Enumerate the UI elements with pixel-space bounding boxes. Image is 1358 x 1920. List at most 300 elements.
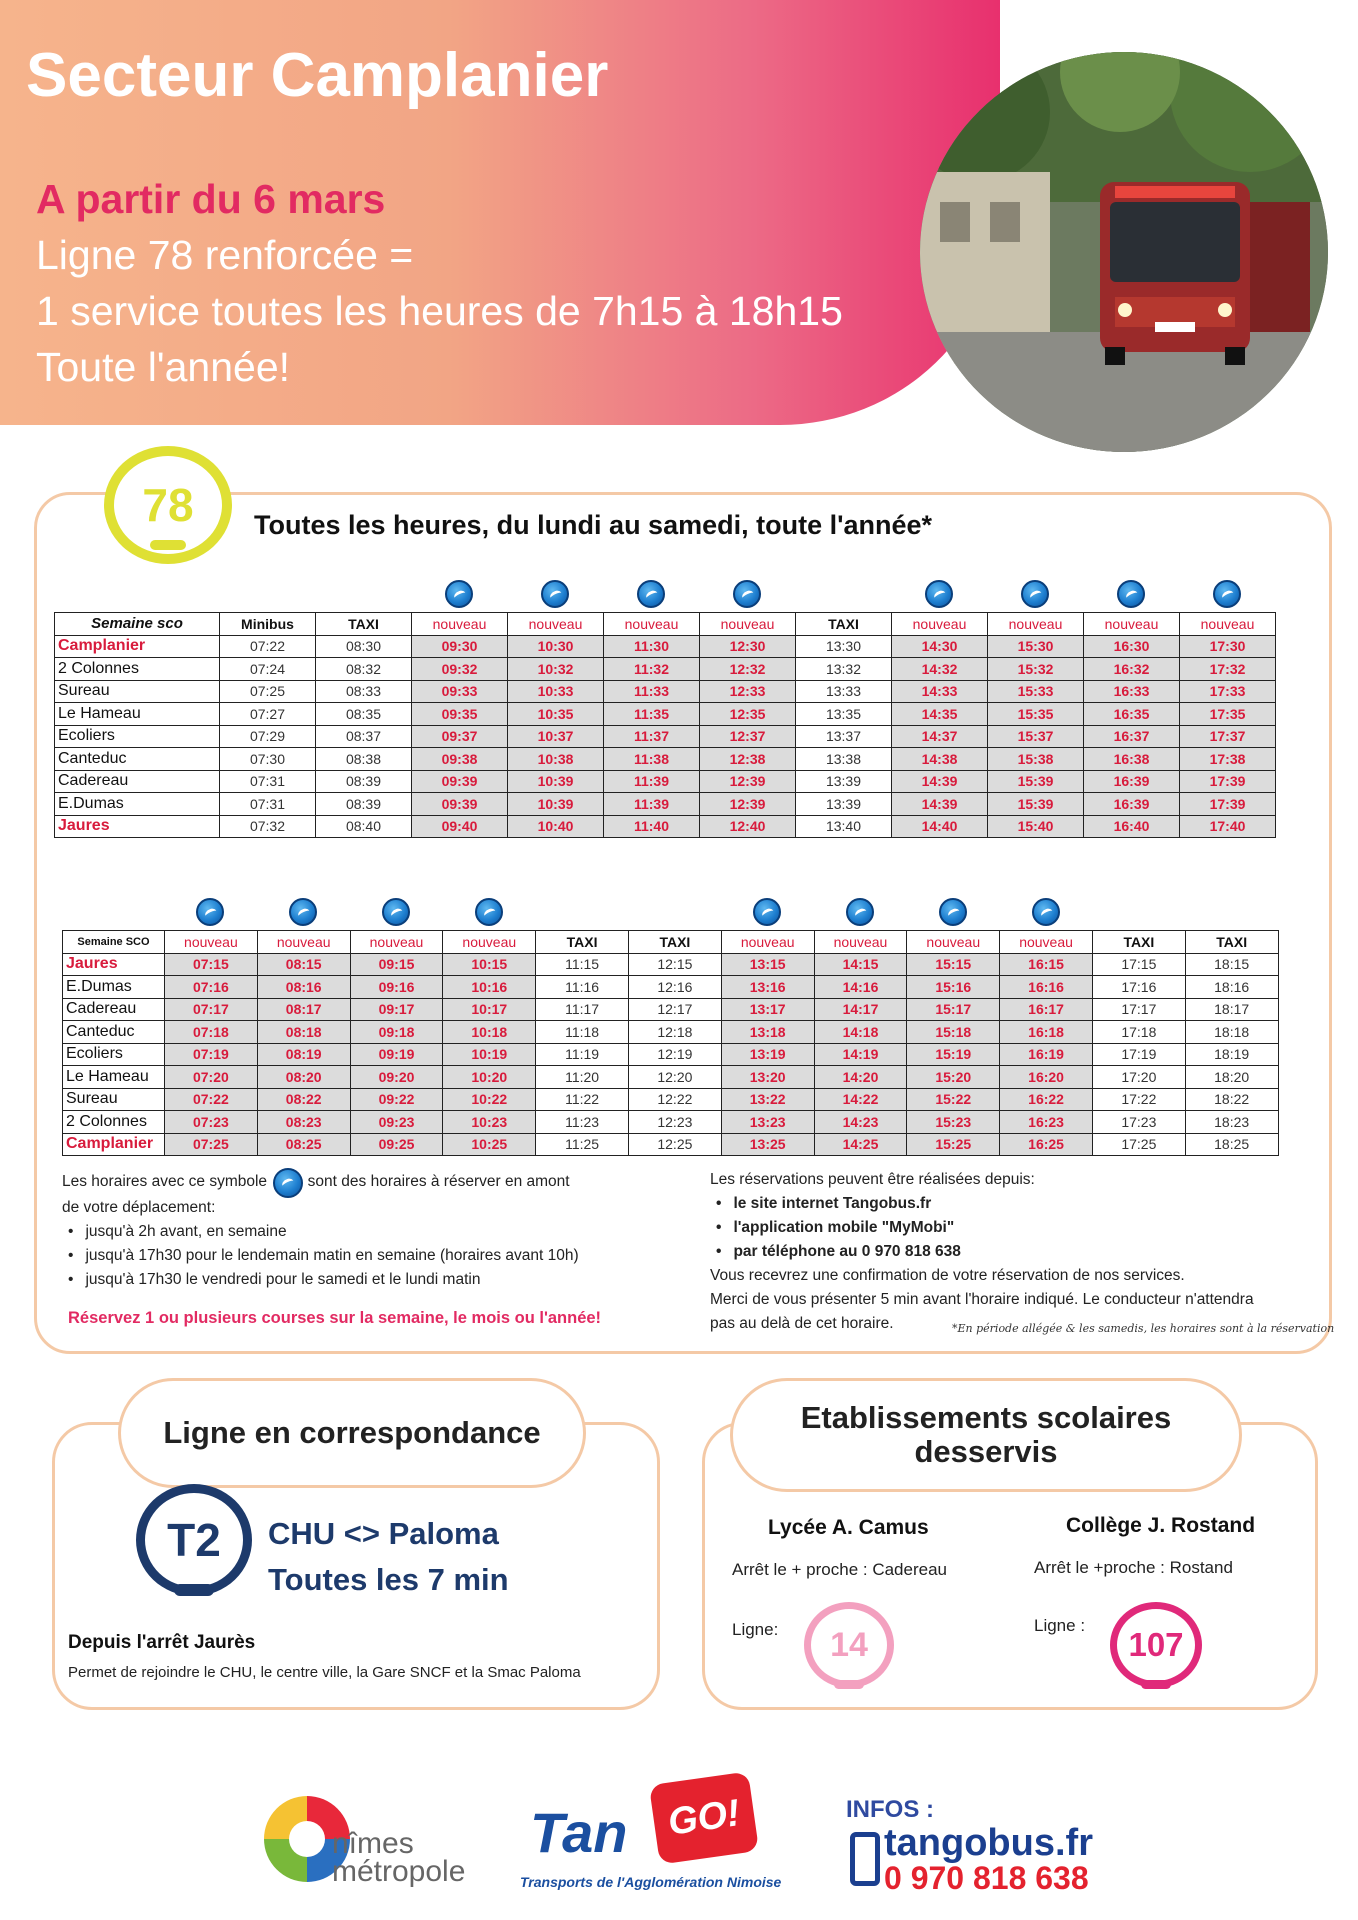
time-cell: 07:31: [220, 793, 316, 816]
reservation-icon: [271, 1168, 303, 1196]
time-cell: 07:25: [220, 680, 316, 703]
stop-name: 2 Colonnes: [63, 1111, 165, 1134]
time-cell: 09:39: [412, 793, 508, 816]
notes-intro-b: sont des horaires à réserver en amont: [307, 1173, 570, 1191]
column-header: nouveau: [165, 931, 258, 954]
reservation-icon: [1032, 898, 1060, 926]
time-cell: 15:39: [988, 770, 1084, 793]
stop-name: Le Hameau: [55, 703, 220, 726]
time-cell: 17:16: [1092, 976, 1185, 999]
headline-1: Ligne 78 renforcée =: [36, 232, 414, 278]
bullet-item: [716, 1216, 1320, 1240]
column-header: Minibus: [220, 613, 316, 636]
time-cell: 07:30: [220, 748, 316, 771]
infos-website[interactable]: tangobus.fr: [884, 1822, 1093, 1864]
reservation-icon: [637, 580, 665, 608]
table-row: [55, 725, 1276, 748]
stop-name: E.Dumas: [63, 976, 165, 999]
time-cell: 18:20: [1185, 1066, 1278, 1089]
time-cell: 07:27: [220, 703, 316, 726]
time-cell: 13:20: [721, 1066, 814, 1089]
table-row: [55, 635, 1276, 658]
time-cell: 10:38: [508, 748, 604, 771]
table-row: [55, 748, 1276, 771]
time-cell: 16:16: [1000, 976, 1093, 999]
line-78-badge-bar: [150, 540, 186, 550]
time-cell: 12:39: [700, 770, 796, 793]
time-cell: 09:37: [412, 725, 508, 748]
time-cell: 11:32: [604, 658, 700, 681]
time-cell: 11:39: [604, 770, 700, 793]
stop-name: Jaures: [63, 953, 165, 976]
time-cell: 11:23: [536, 1111, 629, 1134]
bullet-item: [68, 1244, 702, 1268]
time-cell: 12:30: [700, 635, 796, 658]
time-cell: 13:39: [796, 793, 892, 816]
time-cell: 07:24: [220, 658, 316, 681]
notes-left-bullets: [62, 1220, 702, 1292]
time-cell: 13:40: [796, 815, 892, 838]
time-cell: 11:15: [536, 953, 629, 976]
school-2-name: Collège J. Rostand: [1066, 1514, 1256, 1537]
notes-right-bullets: [710, 1192, 1320, 1264]
time-cell: 07:18: [165, 1021, 258, 1044]
table-row: [63, 976, 1279, 999]
stop-name: Le Hameau: [63, 1066, 165, 1089]
t2-badge-label: T2: [167, 1514, 221, 1566]
time-cell: 07:20: [165, 1066, 258, 1089]
time-cell: 14:39: [892, 770, 988, 793]
time-cell: 08:18: [257, 1021, 350, 1044]
time-cell: 08:17: [257, 998, 350, 1021]
time-cell: 16:20: [1000, 1066, 1093, 1089]
reservation-icon: [733, 580, 761, 608]
time-cell: 15:38: [988, 748, 1084, 771]
time-cell: 07:25: [165, 1133, 258, 1156]
bullet-dot: •: [68, 1223, 74, 1240]
time-cell: 14:32: [892, 658, 988, 681]
time-cell: 10:23: [443, 1111, 536, 1134]
table-return: [62, 930, 1279, 1156]
time-cell: 12:40: [700, 815, 796, 838]
time-cell: 14:39: [892, 793, 988, 816]
reservation-icon: [1213, 580, 1241, 608]
notes-right-line3: pas au delà de cet horaire.: [710, 1315, 894, 1332]
time-cell: 09:20: [350, 1066, 443, 1089]
time-cell: 12:35: [700, 703, 796, 726]
time-cell: 08:39: [316, 793, 412, 816]
time-cell: 18:15: [1185, 953, 1278, 976]
tango-logo-bubble: [649, 1771, 759, 1864]
time-cell: 17:20: [1092, 1066, 1185, 1089]
time-cell: 13:15: [721, 953, 814, 976]
infos-label: INFOS :: [846, 1796, 934, 1823]
table-row: [55, 770, 1276, 793]
time-cell: 12:33: [700, 680, 796, 703]
time-cell: 11:37: [604, 725, 700, 748]
time-cell: 10:33: [508, 680, 604, 703]
bullet-text: l'application mobile "MyMobi": [733, 1219, 955, 1236]
time-cell: 17:30: [1180, 635, 1276, 658]
time-cell: 10:20: [443, 1066, 536, 1089]
time-cell: 07:29: [220, 725, 316, 748]
time-cell: 15:33: [988, 680, 1084, 703]
notes-intro-a: Les horaires avec ce symbole: [62, 1173, 268, 1191]
reservation-icon: [382, 898, 410, 926]
time-cell: 14:33: [892, 680, 988, 703]
t2-route: CHU <> Paloma: [268, 1516, 499, 1551]
table-row: [55, 703, 1276, 726]
table-row: [55, 793, 1276, 816]
notes-right-line1: Vous recevrez une confirmation de votre réservation de nos services.: [710, 1267, 1185, 1284]
time-cell: 11:22: [536, 1088, 629, 1111]
time-cell: 14:35: [892, 703, 988, 726]
time-cell: 16:15: [1000, 953, 1093, 976]
time-cell: 09:40: [412, 815, 508, 838]
reservation-icon: [541, 580, 569, 608]
line-107-number: 107: [1128, 1626, 1184, 1663]
bus-photo: [920, 52, 1328, 452]
reservation-icon: [1021, 580, 1049, 608]
time-cell: 11:38: [604, 748, 700, 771]
stop-name: Sureau: [63, 1088, 165, 1111]
table-row: [63, 1066, 1279, 1089]
stop-name: Canteduc: [55, 748, 220, 771]
time-cell: 16:32: [1084, 658, 1180, 681]
time-cell: 14:15: [814, 953, 907, 976]
time-cell: 11:40: [604, 815, 700, 838]
time-cell: 12:38: [700, 748, 796, 771]
table-row: [63, 998, 1279, 1021]
table-row: [63, 1111, 1279, 1134]
time-cell: 16:40: [1084, 815, 1180, 838]
time-cell: 13:18: [721, 1021, 814, 1044]
school-1-stop: Arrêt le + proche : Cadereau: [732, 1560, 947, 1579]
tango-logo-go: GO!: [665, 1791, 743, 1844]
time-cell: 10:39: [508, 770, 604, 793]
notes-right-intro: Les réservations peuvent être réalisées depuis:: [710, 1171, 1035, 1188]
stop-name: Cadereau: [63, 998, 165, 1021]
time-cell: 14:18: [814, 1021, 907, 1044]
time-cell: 09:17: [350, 998, 443, 1021]
bullet-dot: •: [716, 1195, 722, 1212]
line-107-badge: [1110, 1602, 1202, 1688]
table-row: [55, 815, 1276, 838]
time-cell: 14:22: [814, 1088, 907, 1111]
bullet-text: jusqu'à 2h avant, en semaine: [85, 1223, 287, 1240]
time-cell: 17:40: [1180, 815, 1276, 838]
headline-2: 1 service toutes les heures de 7h15 à 18h15: [36, 288, 843, 334]
time-cell: 17:25: [1092, 1133, 1185, 1156]
time-cell: 08:38: [316, 748, 412, 771]
stop-name: Sureau: [55, 680, 220, 703]
t2-description: Permet de rejoindre le CHU, le centre ville, la Gare SNCF et la Smac Paloma: [68, 1664, 581, 1681]
reservation-icon: [445, 580, 473, 608]
time-cell: 13:25: [721, 1133, 814, 1156]
time-cell: 08:19: [257, 1043, 350, 1066]
reservation-icon: [475, 898, 503, 926]
time-cell: 08:23: [257, 1111, 350, 1134]
time-cell: 16:38: [1084, 748, 1180, 771]
time-cell: 16:33: [1084, 680, 1180, 703]
t2-from-stop: Depuis l'arrêt Jaurès: [68, 1632, 256, 1653]
time-cell: 15:23: [907, 1111, 1000, 1134]
time-cell: 13:37: [796, 725, 892, 748]
time-cell: 09:30: [412, 635, 508, 658]
time-cell: 17:18: [1092, 1021, 1185, 1044]
column-header: TAXI: [628, 931, 721, 954]
time-cell: 08:32: [316, 658, 412, 681]
time-cell: 07:22: [220, 635, 316, 658]
time-cell: 16:18: [1000, 1021, 1093, 1044]
time-cell: 07:32: [220, 815, 316, 838]
time-cell: 12:32: [700, 658, 796, 681]
time-cell: 10:40: [508, 815, 604, 838]
column-header: nouveau: [350, 931, 443, 954]
table-row: [63, 1088, 1279, 1111]
time-cell: 14:19: [814, 1043, 907, 1066]
time-cell: 11:16: [536, 976, 629, 999]
time-cell: 12:16: [628, 976, 721, 999]
time-cell: 15:22: [907, 1088, 1000, 1111]
notes-right-line2: Merci de vous présenter 5 min avant l'horaire indiqué. Le conducteur n'attendra: [710, 1291, 1254, 1308]
stop-name: Camplanier: [63, 1133, 165, 1156]
time-cell: 14:30: [892, 635, 988, 658]
time-cell: 10:37: [508, 725, 604, 748]
time-cell: 11:19: [536, 1043, 629, 1066]
infos-phone[interactable]: 0 970 818 638: [884, 1860, 1089, 1896]
schools-title-pill: [730, 1378, 1242, 1492]
time-cell: 11:39: [604, 793, 700, 816]
line-14-number: 14: [830, 1625, 868, 1664]
column-header: nouveau: [814, 931, 907, 954]
table-row: [63, 1043, 1279, 1066]
bullet-dot: •: [68, 1247, 74, 1264]
table-corner: Semaine sco: [55, 613, 220, 636]
bullet-text: jusqu'à 17h30 pour le lendemain matin en semaine (horaires avant 10h): [85, 1247, 579, 1264]
time-cell: 09:23: [350, 1111, 443, 1134]
column-header: nouveau: [604, 613, 700, 636]
time-cell: 17:38: [1180, 748, 1276, 771]
time-cell: 13:35: [796, 703, 892, 726]
time-cell: 08:30: [316, 635, 412, 658]
time-cell: 15:37: [988, 725, 1084, 748]
time-cell: 08:40: [316, 815, 412, 838]
column-header: nouveau: [721, 931, 814, 954]
bullet-text: jusqu'à 17h30 le vendredi pour le samedi et le lundi matin: [85, 1271, 481, 1288]
time-cell: 15:19: [907, 1043, 1000, 1066]
time-cell: 16:17: [1000, 998, 1093, 1021]
reservation-icon: [846, 898, 874, 926]
time-cell: 08:20: [257, 1066, 350, 1089]
time-cell: 14:20: [814, 1066, 907, 1089]
time-cell: 09:33: [412, 680, 508, 703]
time-cell: 18:25: [1185, 1133, 1278, 1156]
time-cell: 10:30: [508, 635, 604, 658]
time-cell: 13:22: [721, 1088, 814, 1111]
time-cell: 09:18: [350, 1021, 443, 1044]
time-cell: 18:22: [1185, 1088, 1278, 1111]
table-row: [55, 658, 1276, 681]
time-cell: 14:38: [892, 748, 988, 771]
schedule-heading: Toutes les heures, du lundi au samedi, toute l'année*: [254, 510, 933, 540]
schools-title-2: desservis: [914, 1434, 1058, 1469]
time-cell: 13:32: [796, 658, 892, 681]
time-cell: 10:17: [443, 998, 536, 1021]
time-cell: 17:22: [1092, 1088, 1185, 1111]
time-cell: 15:25: [907, 1133, 1000, 1156]
time-cell: 09:35: [412, 703, 508, 726]
time-cell: 09:38: [412, 748, 508, 771]
bullet-item: [68, 1220, 702, 1244]
nimes-text-2: métropole: [332, 1855, 466, 1888]
stop-name: Canteduc: [63, 1021, 165, 1044]
time-cell: 16:22: [1000, 1088, 1093, 1111]
t2-frequency: Toutes les 7 min: [268, 1562, 509, 1597]
notes-intro-c: de votre déplacement:: [62, 1199, 216, 1216]
reservation-icon: [289, 898, 317, 926]
column-header: TAXI: [796, 613, 892, 636]
notes-left: [62, 1168, 702, 1330]
notes-right: [710, 1168, 1320, 1336]
time-cell: 14:40: [892, 815, 988, 838]
time-cell: 17:37: [1180, 725, 1276, 748]
time-cell: 09:32: [412, 658, 508, 681]
time-cell: 18:17: [1185, 998, 1278, 1021]
time-cell: 10:18: [443, 1021, 536, 1044]
bullet-dot: •: [716, 1243, 722, 1260]
time-cell: 11:20: [536, 1066, 629, 1089]
time-cell: 08:35: [316, 703, 412, 726]
column-header: TAXI: [316, 613, 412, 636]
bullet-dot: •: [716, 1219, 722, 1236]
bullet-text: le site internet Tangobus.fr: [733, 1195, 932, 1212]
time-cell: 11:30: [604, 635, 700, 658]
column-header: nouveau: [907, 931, 1000, 954]
table-corner: Semaine SCO: [63, 931, 165, 954]
schools-title-1: Etablissements scolaires: [800, 1400, 1172, 1435]
reservation-icon: [1117, 580, 1145, 608]
time-cell: 10:35: [508, 703, 604, 726]
time-cell: 16:23: [1000, 1111, 1093, 1134]
column-header: TAXI: [1092, 931, 1185, 954]
time-cell: 15:35: [988, 703, 1084, 726]
stop-name: Cadereau: [55, 770, 220, 793]
stop-name: Camplanier: [55, 635, 220, 658]
bullet-item: [716, 1240, 1320, 1264]
column-header: nouveau: [892, 613, 988, 636]
time-cell: 16:30: [1084, 635, 1180, 658]
bullet-item: [716, 1192, 1320, 1216]
page-title: Secteur Camplanier: [26, 41, 609, 110]
correspondance-title: Ligne en correspondance: [163, 1415, 541, 1450]
bullet-item: [68, 1268, 702, 1292]
stop-name: 2 Colonnes: [55, 658, 220, 681]
school-2-line-label: Ligne :: [1034, 1616, 1086, 1635]
time-cell: 13:30: [796, 635, 892, 658]
time-cell: 07:31: [220, 770, 316, 793]
stop-name: Ecoliers: [63, 1043, 165, 1066]
time-cell: 11:17: [536, 998, 629, 1021]
time-cell: 14:16: [814, 976, 907, 999]
table-outbound: [54, 612, 1276, 838]
time-cell: 18:18: [1185, 1021, 1278, 1044]
column-header: nouveau: [988, 613, 1084, 636]
time-cell: 15:40: [988, 815, 1084, 838]
column-header: nouveau: [700, 613, 796, 636]
time-cell: 15:39: [988, 793, 1084, 816]
column-header: nouveau: [508, 613, 604, 636]
time-cell: 17:33: [1180, 680, 1276, 703]
stop-name: Ecoliers: [55, 725, 220, 748]
time-cell: 08:33: [316, 680, 412, 703]
time-cell: 14:23: [814, 1111, 907, 1134]
time-cell: 12:25: [628, 1133, 721, 1156]
time-cell: 10:19: [443, 1043, 536, 1066]
time-cell: 15:15: [907, 953, 1000, 976]
time-cell: 13:39: [796, 770, 892, 793]
time-cell: 07:15: [165, 953, 258, 976]
time-cell: 12:37: [700, 725, 796, 748]
tango-tagline: Transports de l'Agglomération Nimoise: [520, 1874, 782, 1890]
time-cell: 16:25: [1000, 1133, 1093, 1156]
column-header: TAXI: [1185, 931, 1278, 954]
time-cell: 10:15: [443, 953, 536, 976]
time-cell: 17:23: [1092, 1111, 1185, 1134]
time-cell: 12:22: [628, 1088, 721, 1111]
column-header: nouveau: [443, 931, 536, 954]
time-cell: 09:16: [350, 976, 443, 999]
column-header: nouveau: [1000, 931, 1093, 954]
line-14-bar: [834, 1680, 864, 1689]
bullet-text: par téléphone au 0 970 818 638: [733, 1243, 961, 1260]
time-cell: 12:15: [628, 953, 721, 976]
time-cell: 08:39: [316, 770, 412, 793]
line-78-number: 78: [142, 479, 194, 531]
reserve-cta: Réservez 1 ou plusieurs courses sur la semaine, le mois ou l'année!: [68, 1309, 602, 1327]
column-header: nouveau: [412, 613, 508, 636]
t2-badge-bar: [174, 1584, 214, 1596]
time-cell: 18:16: [1185, 976, 1278, 999]
time-cell: 08:16: [257, 976, 350, 999]
time-cell: 10:22: [443, 1088, 536, 1111]
time-cell: 18:23: [1185, 1111, 1278, 1134]
time-cell: 10:16: [443, 976, 536, 999]
time-cell: 15:17: [907, 998, 1000, 1021]
tango-logo-text: Tan: [530, 1801, 628, 1864]
time-cell: 07:16: [165, 976, 258, 999]
time-cell: 09:22: [350, 1088, 443, 1111]
time-cell: 09:19: [350, 1043, 443, 1066]
time-cell: 13:16: [721, 976, 814, 999]
time-cell: 15:30: [988, 635, 1084, 658]
time-cell: 08:37: [316, 725, 412, 748]
time-cell: 17:39: [1180, 770, 1276, 793]
time-cell: 10:39: [508, 793, 604, 816]
time-cell: 13:17: [721, 998, 814, 1021]
column-header: nouveau: [1180, 613, 1276, 636]
time-cell: 08:15: [257, 953, 350, 976]
time-cell: 12:19: [628, 1043, 721, 1066]
nimes-text-1: nîmes: [332, 1827, 414, 1860]
time-cell: 13:23: [721, 1111, 814, 1134]
time-cell: 07:19: [165, 1043, 258, 1066]
time-cell: 09:15: [350, 953, 443, 976]
school-1-line-label: Ligne:: [732, 1620, 779, 1639]
school-1-name: Lycée A. Camus: [768, 1516, 929, 1539]
time-cell: 14:25: [814, 1133, 907, 1156]
time-cell: 16:19: [1000, 1043, 1093, 1066]
